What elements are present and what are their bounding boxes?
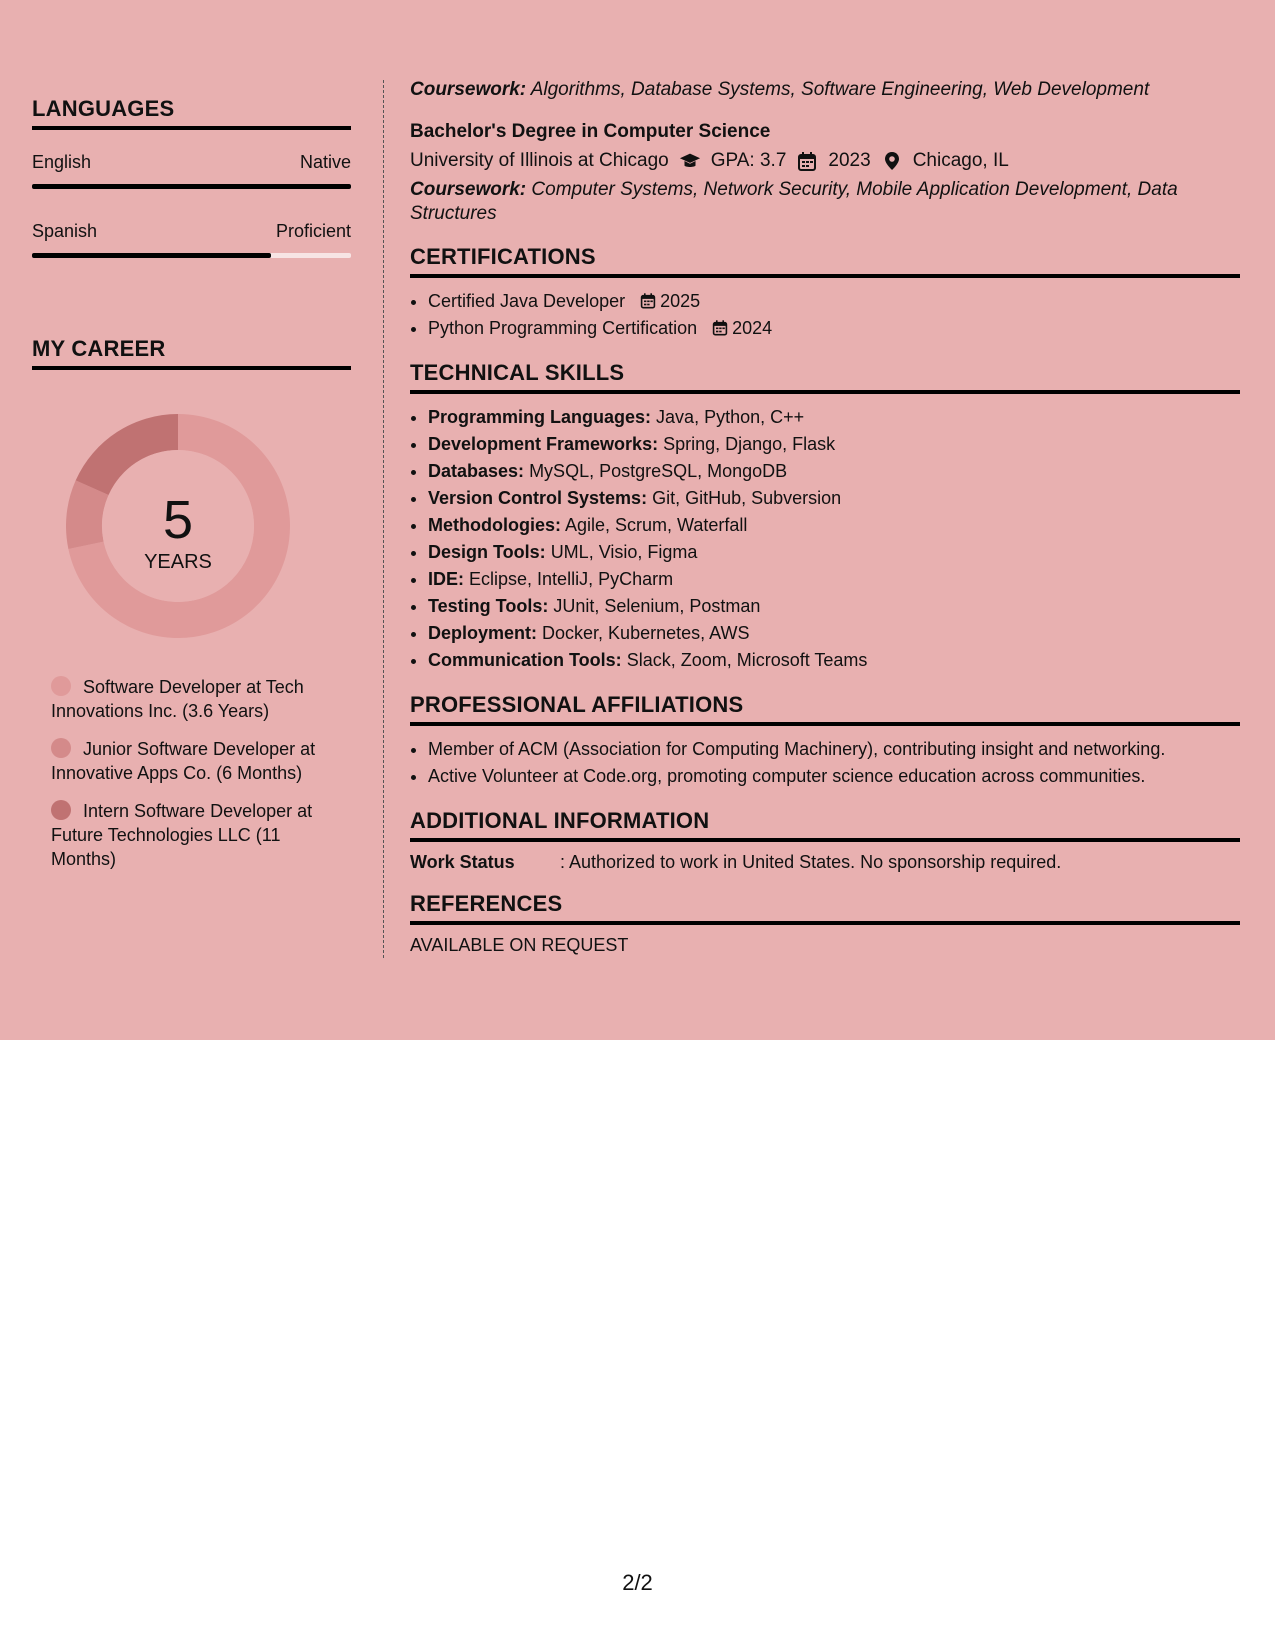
legend-dot (51, 738, 71, 758)
calendar-icon (640, 292, 656, 309)
graduation-cap-icon (679, 151, 701, 171)
references-text: AVAILABLE ON REQUEST (410, 935, 629, 955)
certification-item (428, 288, 1240, 315)
legend-label: Junior Software Developer at Innovative Apps Co. (6 Months) (51, 739, 316, 783)
coursework-label: Coursework: (410, 79, 527, 100)
work-status-row (410, 852, 1240, 873)
career-legend-item (51, 675, 341, 723)
language-bar-spanish (32, 253, 351, 258)
language-bar-english (32, 184, 351, 189)
skill-value: Git, GitHub, Subversion (652, 488, 842, 508)
skill-item (428, 458, 1240, 485)
skill-value: Java, Python, C++ (656, 407, 805, 427)
skill-item (428, 647, 1240, 674)
degree-title: Bachelor's Degree in Computer Science (410, 121, 771, 142)
skill-key: Design Tools: (428, 542, 546, 562)
career-total: 5 (162, 490, 194, 550)
certification-year: 2024 (732, 318, 773, 338)
skill-value: Slack, Zoom, Microsoft Teams (626, 650, 868, 670)
skill-item (428, 620, 1240, 647)
language-level: Proficient (275, 221, 351, 241)
skill-key: Deployment: (428, 623, 538, 643)
legend-label: Intern Software Developer at Future Technologies LLC (11 Months) (51, 801, 313, 869)
additional-title: ADDITIONAL INFORMATION (410, 808, 1240, 842)
skill-item (428, 593, 1240, 620)
affiliations-list (410, 736, 1240, 790)
skill-key: Programming Languages: (428, 407, 652, 427)
calendar-icon (712, 319, 728, 336)
affiliation-item: • Member of ACM (Association for Computing Machinery), contributing insight and networking. (428, 736, 1240, 763)
legend-dot (51, 800, 71, 820)
certification-year: 2025 (660, 291, 701, 311)
work-status-label: Work Status (410, 852, 515, 872)
skill-key: Methodologies: (428, 515, 561, 535)
career-legend-item (51, 737, 341, 785)
career-unit: YEARS (144, 551, 212, 573)
skill-value: Agile, Scrum, Waterfall (565, 515, 748, 535)
affiliations-section (410, 692, 1240, 790)
certification-name: Python Programming Certification (428, 318, 698, 338)
location: Chicago, IL (912, 150, 1009, 171)
language-bar-fill (32, 184, 351, 189)
skill-key: Communication Tools: (428, 650, 622, 670)
legend-dot (51, 676, 71, 696)
certification-name: Certified Java Developer (428, 291, 626, 311)
skill-value: UML, Visio, Figma (550, 542, 698, 562)
certifications-section (410, 244, 1240, 342)
language-name: Spanish (32, 221, 98, 241)
career-legend-item (51, 799, 341, 871)
skill-item (428, 485, 1240, 512)
legend-label: Software Developer at Tech Innovations Inc. (3.6 Years) (51, 677, 304, 721)
certification-item (428, 315, 1240, 342)
skill-key: Databases: (428, 461, 525, 481)
skill-value: MySQL, PostgreSQL, MongoDB (529, 461, 788, 481)
coursework-2 (410, 178, 1240, 226)
references-title: REFERENCES (410, 891, 1240, 925)
coursework-1 (410, 78, 1240, 102)
affiliation-item: • Active Volunteer at Code.org, promoting computer science education across communities. (428, 763, 1240, 790)
skill-item (428, 539, 1240, 566)
skill-item (428, 431, 1240, 458)
language-row-english (32, 152, 351, 173)
coursework-label: Coursework: (410, 179, 527, 200)
calendar-icon (796, 151, 818, 171)
column-divider (383, 80, 384, 958)
skill-key: Version Control Systems: (428, 488, 648, 508)
gpa: GPA: 3.7 (710, 150, 787, 171)
language-bar-fill (32, 253, 271, 258)
page-number: 2/2 (622, 1570, 653, 1595)
coursework-text: Algorithms, Database Systems, Software Engineering, Web Development (530, 79, 1150, 100)
additional-section (410, 808, 1240, 873)
references-section (410, 891, 1240, 956)
language-row-spanish (32, 221, 351, 242)
skill-value: Spring, Django, Flask (663, 434, 836, 454)
skills-section (410, 360, 1240, 674)
skill-item (428, 404, 1240, 431)
coursework-text: Computer Systems, Network Security, Mobile Application Development, Data Structures (410, 179, 1178, 224)
affiliations-title: PROFESSIONAL AFFILIATIONS (410, 692, 1240, 726)
work-status-value: : Authorized to work in United States. No sponsorship required. (560, 852, 1062, 872)
language-level: Native (299, 152, 351, 172)
skill-value: JUnit, Selenium, Postman (553, 596, 761, 616)
skill-item (428, 512, 1240, 539)
career-donut-chart (66, 414, 290, 638)
languages-title: LANGUAGES (32, 96, 351, 130)
map-pin-icon (881, 151, 903, 171)
right-column (410, 78, 1240, 956)
skill-item (428, 566, 1240, 593)
certifications-title: CERTIFICATIONS (410, 244, 1240, 278)
language-name: English (32, 152, 92, 172)
skill-value: Docker, Kubernetes, AWS (542, 623, 750, 643)
skill-value: Eclipse, IntelliJ, PyCharm (469, 569, 674, 589)
skill-key: IDE: (428, 569, 464, 589)
certifications-list (410, 288, 1240, 342)
skill-key: Testing Tools: (428, 596, 549, 616)
school-name: University of Illinois at Chicago (410, 150, 669, 171)
skill-key: Development Frameworks: (428, 434, 659, 454)
graduation-year: 2023 (828, 150, 871, 171)
skills-list (410, 404, 1240, 674)
education-details (410, 150, 1240, 172)
skills-title: TECHNICAL SKILLS (410, 360, 1240, 394)
career-title: MY CAREER (32, 336, 351, 370)
